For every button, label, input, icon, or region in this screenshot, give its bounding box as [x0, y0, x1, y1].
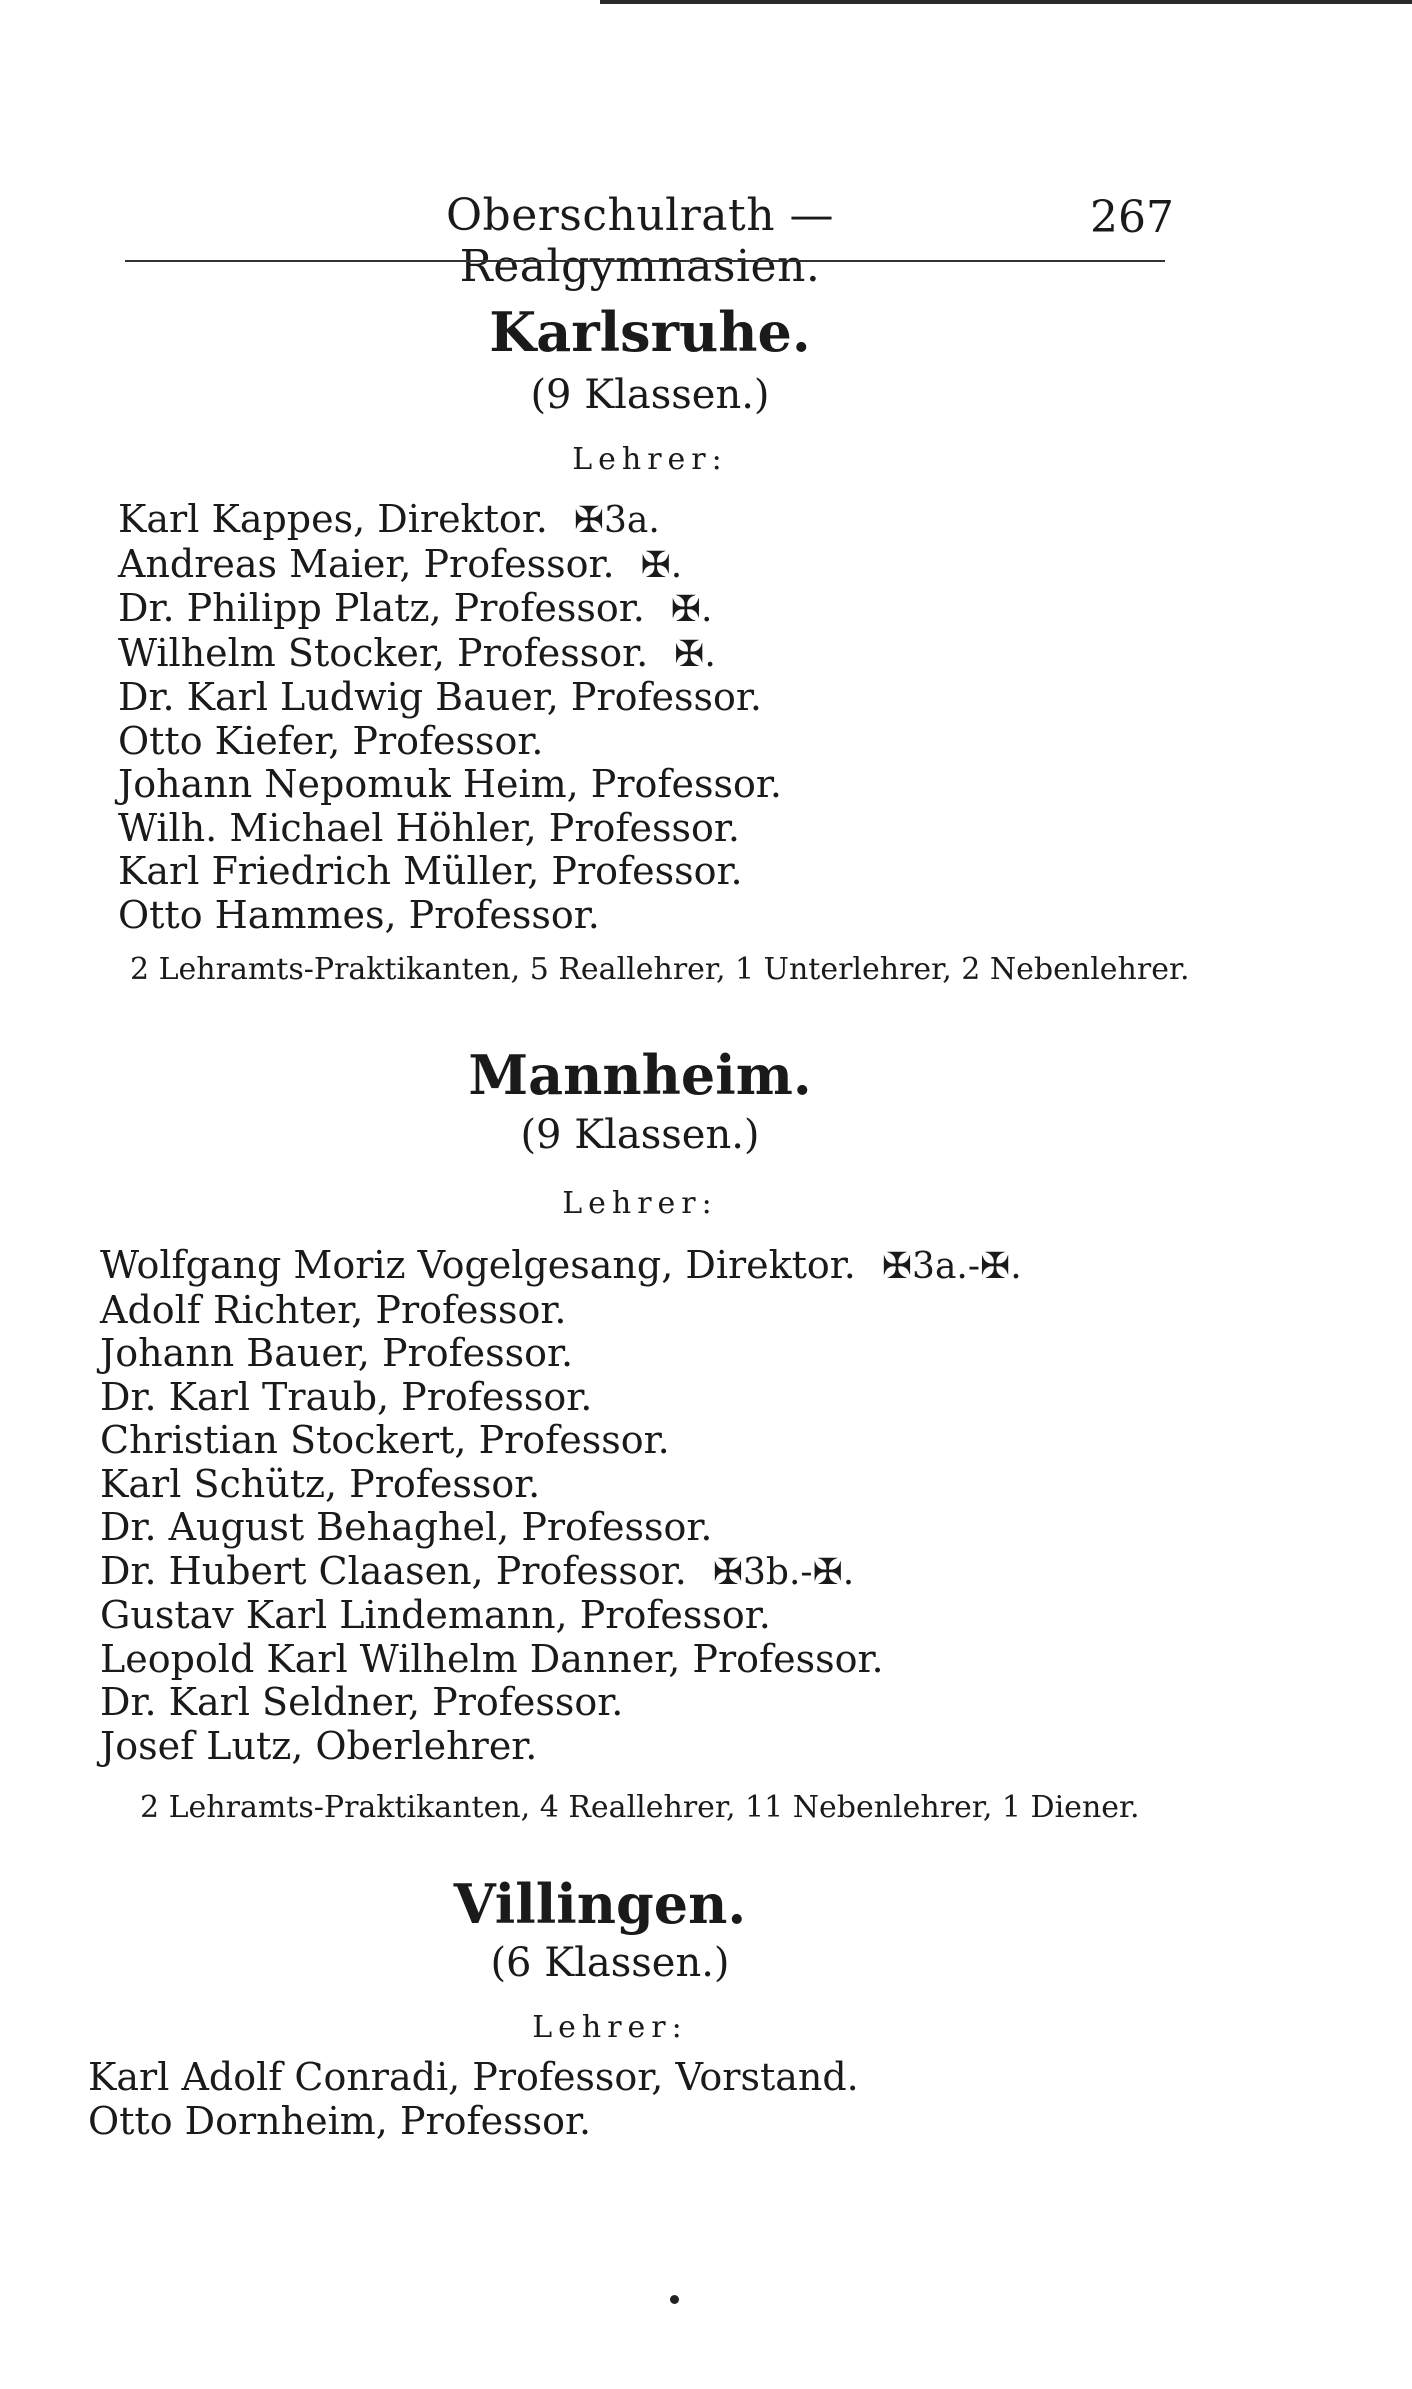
teacher-entry	[100, 1506, 1022, 1550]
teacher-entry	[100, 1376, 1022, 1420]
teacher-name: Wilhelm Stocker, Professor.	[118, 630, 649, 675]
top-edge-rule	[600, 0, 1412, 4]
teacher-name: Wilh. Michael Höhler, Professor.	[118, 805, 740, 850]
header-rule	[125, 260, 1165, 262]
teacher-entry	[118, 720, 782, 764]
teacher-name: Andreas Maier, Professor.	[118, 541, 615, 586]
teacher-name: Otto Hammes, Professor.	[118, 892, 600, 937]
teacher-name: Dr. Philipp Platz, Professor.	[118, 586, 645, 630]
teacher-name: Dr. Karl Ludwig Bauer, Professor.	[118, 675, 762, 719]
teacher-name: Leopold Karl Wilhelm Danner, Professor.	[100, 1636, 884, 1681]
teacher-name: Dr. Hubert Claasen, Professor.	[100, 1548, 687, 1593]
teacher-list	[88, 2056, 859, 2143]
teacher-entry	[118, 807, 782, 851]
teacher-name: Johann Bauer, Professor.	[100, 1331, 574, 1375]
teacher-entry	[100, 1725, 1022, 1769]
teacher-entry	[100, 1419, 1022, 1463]
teacher-entry	[118, 498, 782, 543]
teacher-name: Dr. Karl Seldner, Professor.	[100, 1680, 624, 1724]
teacher-list	[100, 1244, 1022, 1768]
teacher-name: Adolf Richter, Professor.	[100, 1287, 567, 1332]
teacher-list	[118, 498, 782, 937]
teacher-entry	[100, 1594, 1022, 1638]
teacher-entry	[118, 850, 782, 894]
teacher-entry	[118, 632, 782, 677]
page-number: 267	[1090, 192, 1174, 243]
teacher-name: Karl Kappes, Direktor.	[118, 497, 548, 541]
teacher-entry	[100, 1638, 1022, 1682]
teacher-name: Karl Schütz, Professor.	[100, 1461, 541, 1506]
order-decoration-icon: ✠.	[670, 589, 713, 630]
teacher-entry	[100, 1681, 1022, 1725]
teacher-name: Josef Lutz, Oberlehrer.	[100, 1723, 538, 1768]
section-subhead: Lehrer:	[572, 442, 728, 477]
teacher-entry	[118, 543, 782, 588]
teacher-name: Gustav Karl Lindemann, Professor.	[100, 1593, 771, 1637]
staff-summary: 2 Lehramts-Praktikanten, 4 Reallehrer, 11 Nebenlehrer, 1 Diener.	[140, 1790, 1140, 1825]
teacher-entry	[100, 1463, 1022, 1507]
teacher-name: Christian Stockert, Professor.	[100, 1418, 670, 1462]
teacher-name: Dr. August Behaghel, Professor.	[100, 1505, 713, 1549]
section-title: Villingen.	[453, 1872, 747, 1936]
teacher-entry	[100, 1244, 1022, 1289]
teacher-entry	[88, 2056, 859, 2100]
teacher-entry	[100, 1289, 1022, 1333]
teacher-entry	[118, 587, 782, 632]
teacher-entry	[118, 676, 782, 720]
teacher-name: Wolfgang Moriz Vogelgesang, Direktor.	[100, 1243, 856, 1287]
teacher-name: Otto Dornheim, Professor.	[88, 2098, 592, 2143]
teacher-entry	[100, 1550, 1022, 1595]
order-decoration-icon: ✠.	[674, 633, 716, 675]
order-decoration-icon: ✠3a.-✠.	[881, 1246, 1022, 1287]
teacher-entry	[118, 894, 782, 938]
teacher-entry	[88, 2100, 859, 2144]
teacher-name: Karl Friedrich Müller, Professor.	[118, 849, 743, 893]
section-subhead: Lehrer:	[562, 1186, 718, 1221]
order-decoration-icon: ✠.	[640, 544, 683, 586]
teacher-name: Dr. Karl Traub, Professor.	[100, 1374, 593, 1419]
running-head: Oberschulrath — Realgymnasien.	[445, 190, 835, 292]
section-classes: (6 Klassen.)	[490, 1940, 730, 1986]
teacher-name: Otto Kiefer, Professor.	[118, 718, 544, 763]
section-classes: (9 Klassen.)	[520, 1112, 760, 1158]
footer-dot	[670, 2295, 679, 2304]
teacher-name: Johann Nepomuk Heim, Professor.	[118, 762, 782, 806]
order-decoration-icon: ✠3b.-✠.	[712, 1551, 855, 1593]
teacher-name: Karl Adolf Conradi, Professor, Vorstand.	[88, 2055, 859, 2099]
order-decoration-icon: ✠3a.	[573, 500, 660, 541]
section-title: Karlsruhe.	[489, 300, 811, 364]
staff-summary: 2 Lehramts-Praktikanten, 5 Reallehrer, 1 Unterlehrer, 2 Nebenlehrer.	[130, 952, 1190, 987]
teacher-entry	[118, 763, 782, 807]
teacher-entry	[100, 1332, 1022, 1376]
section-classes: (9 Klassen.)	[530, 372, 770, 418]
section-title: Mannheim.	[468, 1043, 812, 1107]
section-subhead: Lehrer:	[532, 2010, 688, 2045]
